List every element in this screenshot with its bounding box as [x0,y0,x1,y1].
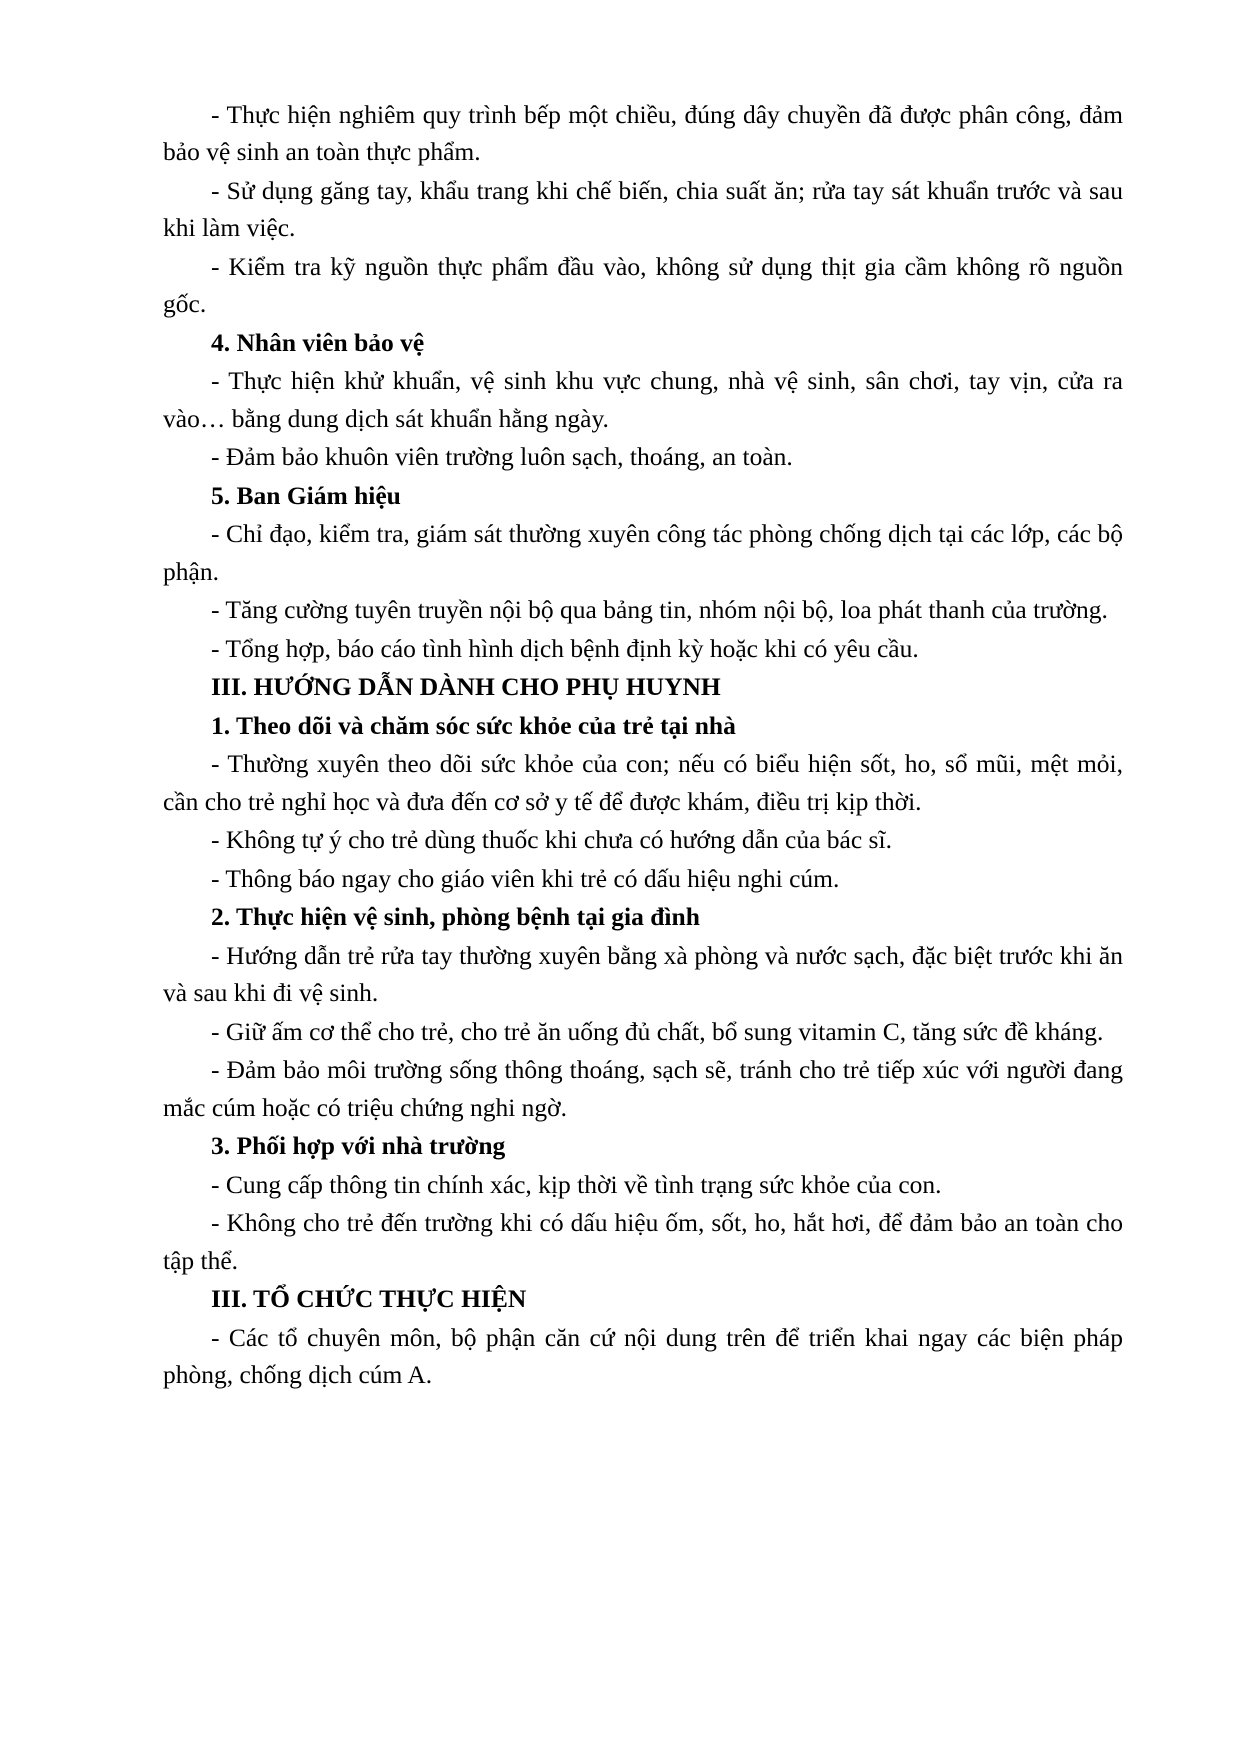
paragraph: - Thực hiện khử khuẩn, vệ sinh khu vực chung, nhà vệ sinh, sân chơi, tay vịn, cửa ra vào… bằng dung dịch sát khuẩn hằng ngày. [163,366,1123,433]
document-body [163,96,1123,1393]
paragraph: - Đảm bảo môi trường sống thông thoáng, sạch sẽ, tránh cho trẻ tiếp xúc với người đang mắc cúm hoặc có triệu chứng nghi ngờ. [163,1055,1123,1122]
paragraph: - Thông báo ngay cho giáo viên khi trẻ có dấu hiệu nghi cúm. [211,863,840,893]
paragraph: - Thường xuyên theo dõi sức khỏe của con; nếu có biểu hiện sốt, ho, sổ mũi, mệt mỏi, cần cho trẻ nghỉ học và đưa đến cơ sở y tế để được khám, điều trị kịp thời. [163,749,1123,816]
paragraph: - Đảm bảo khuôn viên trường luôn sạch, thoáng, an toàn. [211,442,793,472]
paragraph: - Sử dụng găng tay, khẩu trang khi chế biến, chia suất ăn; rửa tay sát khuẩn trước và sau khi làm việc. [163,175,1123,243]
section-heading-major: III. TỔ CHỨC THỰC HIỆN [211,1284,527,1314]
paragraph: - Không tự ý cho trẻ dùng thuốc khi chưa có hướng dẫn của bác sĩ. [211,825,892,855]
paragraph: - Chỉ đạo, kiểm tra, giám sát thường xuyên công tác phòng chống dịch tại các lớp, các bộ phận. [163,519,1123,586]
paragraph: - Tổng hợp, báo cáo tình hình dịch bệnh định kỳ hoặc khi có yêu cầu. [211,633,919,663]
section-heading: 4. Nhân viên bảo vệ [211,327,425,357]
paragraph: - Không cho trẻ đến trường khi có dấu hiệu ốm, sốt, ho, hắt hơi, để đảm bảo an toàn cho tập thể. [163,1208,1123,1275]
section-heading: 3. Phối hợp với nhà trường [211,1131,506,1161]
section-heading: 1. Theo dõi và chăm sóc sức khỏe của trẻ tại nhà [211,710,736,740]
paragraph: - Cung cấp thông tin chính xác, kịp thời về tình trạng sức khỏe của con. [211,1169,942,1199]
paragraph: - Hướng dẫn trẻ rửa tay thường xuyên bằng xà phòng và nước sạch, đặc biệt trước khi ăn và sau khi đi vệ sinh. [163,940,1123,1008]
section-heading-major: III. HƯỚNG DẪN DÀNH CHO PHỤ HUYNH [211,672,721,702]
paragraph: - Tăng cường tuyên truyền nội bộ qua bảng tin, nhóm nội bộ, loa phát thanh của trường. [211,595,1108,625]
section-heading: 5. Ban Giám hiệu [211,480,401,510]
section-heading: 2. Thực hiện vệ sinh, phòng bệnh tại gia đình [211,902,700,932]
paragraph: - Các tổ chuyên môn, bộ phận căn cứ nội dung trên để triển khai ngay các biện pháp phòng, chống dịch cúm A. [163,1322,1123,1389]
paragraph: - Thực hiện nghiêm quy trình bếp một chiều, đúng dây chuyền đã được phân công, đảm bảo vệ sinh an toàn thực phẩm. [163,100,1123,167]
paragraph: - Giữ ấm cơ thể cho trẻ, cho trẻ ăn uống đủ chất, bổ sung vitamin C, tăng sức đề kháng. [211,1016,1104,1046]
paragraph: - Kiểm tra kỹ nguồn thực phẩm đầu vào, không sử dụng thịt gia cầm không rõ nguồn gốc. [163,251,1123,319]
